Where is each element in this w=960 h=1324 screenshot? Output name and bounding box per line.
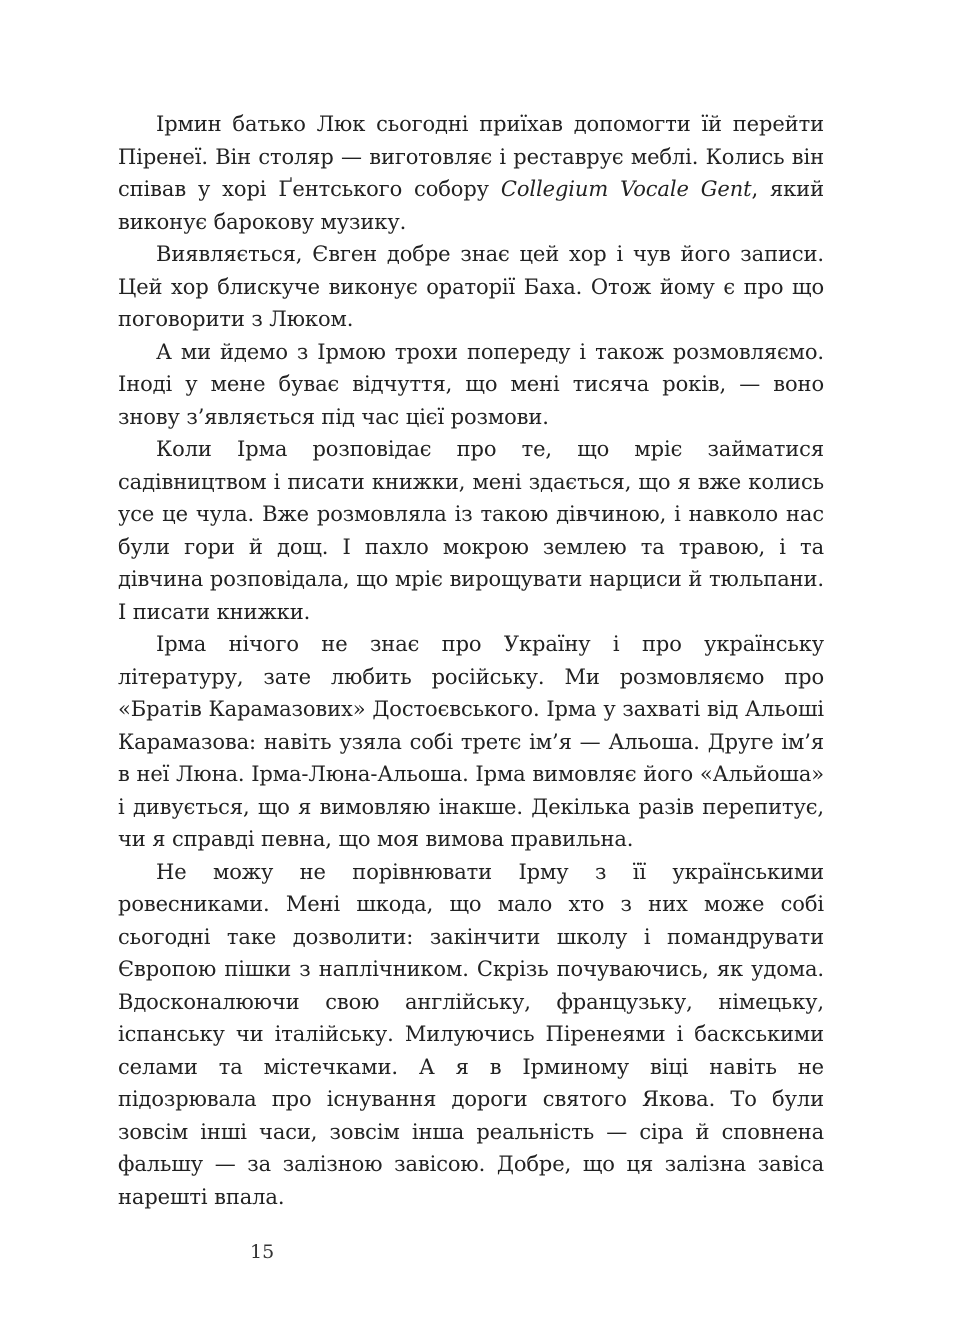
paragraph-2-text: Виявляється, Євген добре знає цей хор і чув його записи. Цей хор блискуче виконує ораторії Баха. Отож йому є про що поговорити з Люком. [118, 242, 824, 331]
paragraph-6-text: Не можу не порівнювати Ірму з її українськими ровесниками. Мені шкода, що мало хто з них може собі сьогодні таке дозволити: закінчити школу і помандрувати Європою пішки з наплічником. Скрізь почуваючись, як удома. Вдосконалюючи свою англійську, французьку, німецьку, іспанську чи італійську. Милуючись Піренеями і баскськими селами та містечками. А я в Ірминому віці навіть не підозрювала про існування дороги святого Якова. То були зовсім інші часи, зовсім інша реальність — сіра й сповнена фальшу — за залізною завісою. Добре, що ця залізна завіса нарешті впала. [118, 859, 824, 1209]
paragraph-2 [118, 238, 824, 336]
paragraph-1 [118, 108, 824, 238]
paragraph-1-text: Ірмин батько Люк сьогодні приїхав допомогти їй перейти Піренеї. Він столяр — виготовляє і реставрує меблі. Колись він співав у хорі Ґентського собору [118, 112, 824, 201]
paragraph-3 [118, 336, 824, 434]
page-number: 15 [250, 1241, 275, 1263]
choir-name: Collegium Vocale Gent [500, 177, 752, 201]
paragraph-6 [118, 856, 824, 1214]
paragraph-4 [118, 433, 824, 628]
body-text [118, 108, 824, 1213]
paragraph-5-text: Ірма нічого не знає про Україну і про українську літературу, зате любить російську. Ми розмовляємо про «Братів Карамазових» Достоєвського. Ірма у захваті від Альоші Карамазова: навіть узяла собі третє ім’я — Альоша. Друге ім’я в неї Люна. Ірма-Люна-Альоша. Ірма вимовляє його «Альйоша» і дивується, що я вимовляю інакше. Декілька разів перепитує, чи я справді певна, що моя вимова правильна. [118, 632, 824, 851]
paragraph-3-text: А ми йдемо з Ірмою трохи попереду і також розмовляємо. Іноді у мене буває відчуття, що мені тисяча років, — воно знову з’являється під час цієї розмови. [118, 339, 824, 429]
paragraph-4-text: Коли Ірма розповідає про те, що мріє займатися садівництвом і писати книжки, мені здається, що я вже колись усе це чула. Вже розмовляла із такою дівчиною, і навколо нас були гори й дощ. І пахло мокрою землею та травою, і та дівчина розповідала, що мріє вирощувати нарциси й тюльпани. І писати книжки. [118, 437, 824, 624]
paragraph-5 [118, 628, 824, 856]
paragraph-1-tail: , який виконує барокову музику. [118, 177, 824, 234]
